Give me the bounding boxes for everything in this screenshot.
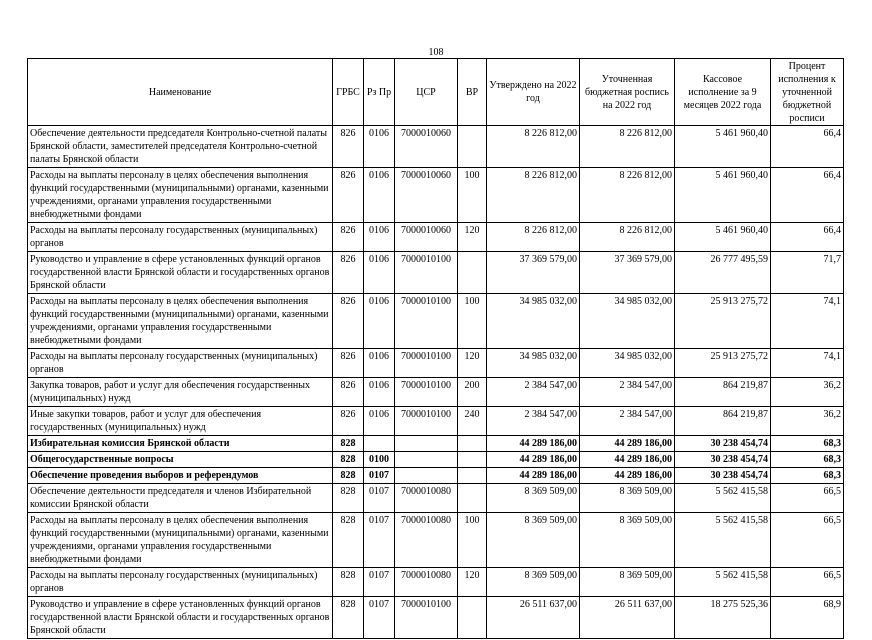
cell-refined: 8 369 509,00 <box>580 513 675 568</box>
cell-name: Обеспечение деятельности председателя и членов Избирательной комиссии Брянской области <box>28 484 333 513</box>
cell-name: Руководство и управление в сфере установленных функций органов государственной власти Брянской области и государственных органов Брянской области <box>28 597 333 639</box>
cell-refined: 34 985 032,00 <box>580 349 675 378</box>
cell-cash: 26 777 495,59 <box>675 252 771 294</box>
cell-refined: 8 226 812,00 <box>580 126 675 168</box>
cell-approved: 8 226 812,00 <box>487 126 580 168</box>
table-body <box>28 126 844 639</box>
cell-percent: 66,4 <box>771 223 844 252</box>
cell-refined: 44 289 186,00 <box>580 468 675 484</box>
cell-percent: 74,1 <box>771 294 844 349</box>
header-cash: Кассовое исполнение за 9 месяцев 2022 года <box>675 59 771 126</box>
cell-name: Расходы на выплаты персоналу государственных (муниципальных) органов <box>28 223 333 252</box>
cell-cash: 5 562 415,58 <box>675 484 771 513</box>
cell-approved: 8 226 812,00 <box>487 223 580 252</box>
cell-vr: 200 <box>458 378 487 407</box>
cell-grbs: 826 <box>333 349 364 378</box>
cell-rzpr: 0106 <box>364 349 395 378</box>
cell-vr: 120 <box>458 568 487 597</box>
cell-name: Расходы на выплаты персоналу в целях обеспечения выполнения функций государственными (муниципальными) органами, казенными учреждениями, органами управления государственными внебюджетными фондами <box>28 168 333 223</box>
cell-approved: 44 289 186,00 <box>487 468 580 484</box>
cell-vr <box>458 597 487 639</box>
cell-rzpr: 0106 <box>364 407 395 436</box>
cell-percent: 71,7 <box>771 252 844 294</box>
cell-cash: 25 913 275,72 <box>675 349 771 378</box>
cell-rzpr: 0107 <box>364 568 395 597</box>
cell-approved: 44 289 186,00 <box>487 452 580 468</box>
cell-percent: 68,3 <box>771 452 844 468</box>
cell-refined: 44 289 186,00 <box>580 452 675 468</box>
header-row <box>28 59 844 126</box>
cell-rzpr: 0106 <box>364 126 395 168</box>
cell-cash: 5 461 960,40 <box>675 223 771 252</box>
cell-csr: 7000010060 <box>395 168 458 223</box>
cell-approved: 26 511 637,00 <box>487 597 580 639</box>
cell-name: Расходы на выплаты персоналу в целях обеспечения выполнения функций государственными (муниципальными) органами, казенными учреждениями, органами управления государственными внебюджетными фондами <box>28 294 333 349</box>
cell-name: Избирательная комиссия Брянской области <box>28 436 333 452</box>
cell-rzpr: 0106 <box>364 168 395 223</box>
cell-percent: 66,5 <box>771 513 844 568</box>
cell-approved: 34 985 032,00 <box>487 349 580 378</box>
cell-percent: 68,9 <box>771 597 844 639</box>
cell-csr: 7000010100 <box>395 407 458 436</box>
cell-csr: 7000010100 <box>395 294 458 349</box>
cell-rzpr: 0106 <box>364 378 395 407</box>
cell-name: Общегосударственные вопросы <box>28 452 333 468</box>
cell-rzpr: 0107 <box>364 468 395 484</box>
cell-csr: 7000010100 <box>395 378 458 407</box>
cell-grbs: 826 <box>333 378 364 407</box>
cell-grbs: 828 <box>333 468 364 484</box>
cell-name: Иные закупки товаров, работ и услуг для обеспечения государственных (муниципальных) нужд <box>28 407 333 436</box>
cell-grbs: 826 <box>333 252 364 294</box>
cell-vr: 120 <box>458 223 487 252</box>
cell-approved: 2 384 547,00 <box>487 407 580 436</box>
cell-approved: 34 985 032,00 <box>487 294 580 349</box>
cell-cash: 5 461 960,40 <box>675 168 771 223</box>
table-row <box>28 378 844 407</box>
header-grbs: ГРБС <box>333 59 364 126</box>
cell-name: Расходы на выплаты персоналу государственных (муниципальных) органов <box>28 349 333 378</box>
cell-name: Закупка товаров, работ и услуг для обеспечения государственных (муниципальных) нужд <box>28 378 333 407</box>
cell-csr <box>395 436 458 452</box>
table-row <box>28 597 844 639</box>
cell-csr: 7000010060 <box>395 126 458 168</box>
table-row <box>28 468 844 484</box>
cell-cash: 30 238 454,74 <box>675 436 771 452</box>
header-approved: Утверждено на 2022 год <box>487 59 580 126</box>
cell-percent: 68,3 <box>771 436 844 452</box>
cell-csr: 7000010100 <box>395 349 458 378</box>
cell-name: Руководство и управление в сфере установленных функций органов государственной власти Брянской области и государственных органов Брянской области <box>28 252 333 294</box>
cell-grbs: 828 <box>333 597 364 639</box>
cell-refined: 26 511 637,00 <box>580 597 675 639</box>
table-row <box>28 568 844 597</box>
cell-rzpr: 0106 <box>364 252 395 294</box>
table-row <box>28 436 844 452</box>
header-name: Наименование <box>28 59 333 126</box>
cell-approved: 8 369 509,00 <box>487 484 580 513</box>
cell-cash: 30 238 454,74 <box>675 468 771 484</box>
cell-grbs: 826 <box>333 407 364 436</box>
cell-grbs: 828 <box>333 452 364 468</box>
header-rzpr: Рз Пр <box>364 59 395 126</box>
cell-grbs: 828 <box>333 513 364 568</box>
cell-csr: 7000010080 <box>395 568 458 597</box>
cell-rzpr: 0107 <box>364 597 395 639</box>
cell-name: Расходы на выплаты персоналу в целях обеспечения выполнения функций государственными (муниципальными) органами, казенными учреждениями, органами управления государственными внебюджетными фондами <box>28 513 333 568</box>
cell-percent: 66,4 <box>771 168 844 223</box>
cell-refined: 2 384 547,00 <box>580 407 675 436</box>
cell-grbs: 826 <box>333 223 364 252</box>
cell-csr <box>395 468 458 484</box>
cell-csr: 7000010080 <box>395 513 458 568</box>
cell-approved: 8 369 509,00 <box>487 568 580 597</box>
cell-vr <box>458 452 487 468</box>
cell-vr: 100 <box>458 168 487 223</box>
cell-csr: 7000010100 <box>395 597 458 639</box>
cell-refined: 8 369 509,00 <box>580 568 675 597</box>
cell-name: Обеспечение проведения выборов и референдумов <box>28 468 333 484</box>
table-row <box>28 252 844 294</box>
cell-percent: 74,1 <box>771 349 844 378</box>
cell-grbs: 828 <box>333 436 364 452</box>
cell-cash: 5 461 960,40 <box>675 126 771 168</box>
table-row <box>28 484 844 513</box>
cell-vr: 240 <box>458 407 487 436</box>
cell-name: Обеспечение деятельности председателя Контрольно-счетной палаты Брянской области, заместителей председателя Контрольно-счетной палаты Брянской области <box>28 126 333 168</box>
cell-refined: 37 369 579,00 <box>580 252 675 294</box>
table-row <box>28 407 844 436</box>
cell-rzpr: 0106 <box>364 223 395 252</box>
table-row <box>28 168 844 223</box>
cell-vr <box>458 484 487 513</box>
cell-percent: 36,2 <box>771 407 844 436</box>
cell-percent: 66,5 <box>771 484 844 513</box>
cell-rzpr: 0107 <box>364 513 395 568</box>
table-row <box>28 223 844 252</box>
cell-approved: 44 289 186,00 <box>487 436 580 452</box>
cell-percent: 36,2 <box>771 378 844 407</box>
page-number: 108 <box>428 47 444 58</box>
header-csr: ЦСР <box>395 59 458 126</box>
cell-vr: 120 <box>458 349 487 378</box>
cell-refined: 44 289 186,00 <box>580 436 675 452</box>
cell-refined: 8 226 812,00 <box>580 168 675 223</box>
cell-csr: 7000010060 <box>395 223 458 252</box>
cell-vr <box>458 468 487 484</box>
cell-csr: 7000010100 <box>395 252 458 294</box>
cell-vr: 100 <box>458 294 487 349</box>
table-row <box>28 452 844 468</box>
cell-percent: 66,5 <box>771 568 844 597</box>
cell-percent: 66,4 <box>771 126 844 168</box>
table-row <box>28 349 844 378</box>
cell-cash: 25 913 275,72 <box>675 294 771 349</box>
cell-cash: 864 219,87 <box>675 378 771 407</box>
cell-csr <box>395 452 458 468</box>
cell-vr <box>458 436 487 452</box>
cell-name: Расходы на выплаты персоналу государственных (муниципальных) органов <box>28 568 333 597</box>
cell-vr <box>458 126 487 168</box>
header-refined: Уточненная бюджетная роспись на 2022 год <box>580 59 675 126</box>
table-row <box>28 126 844 168</box>
cell-vr: 100 <box>458 513 487 568</box>
cell-percent: 68,3 <box>771 468 844 484</box>
header-vr: ВР <box>458 59 487 126</box>
cell-csr: 7000010080 <box>395 484 458 513</box>
cell-approved: 37 369 579,00 <box>487 252 580 294</box>
cell-grbs: 828 <box>333 484 364 513</box>
cell-cash: 5 562 415,58 <box>675 568 771 597</box>
cell-refined: 34 985 032,00 <box>580 294 675 349</box>
cell-rzpr: 0107 <box>364 484 395 513</box>
cell-grbs: 826 <box>333 126 364 168</box>
table-row <box>28 294 844 349</box>
cell-approved: 8 226 812,00 <box>487 168 580 223</box>
cell-refined: 8 226 812,00 <box>580 223 675 252</box>
cell-vr <box>458 252 487 294</box>
cell-refined: 2 384 547,00 <box>580 378 675 407</box>
table-row <box>28 513 844 568</box>
cell-grbs: 826 <box>333 168 364 223</box>
cell-cash: 30 238 454,74 <box>675 452 771 468</box>
cell-grbs: 826 <box>333 294 364 349</box>
cell-approved: 2 384 547,00 <box>487 378 580 407</box>
cell-approved: 8 369 509,00 <box>487 513 580 568</box>
budget-table <box>27 58 844 639</box>
cell-rzpr: 0100 <box>364 452 395 468</box>
cell-cash: 864 219,87 <box>675 407 771 436</box>
cell-rzpr: 0106 <box>364 294 395 349</box>
cell-grbs: 828 <box>333 568 364 597</box>
header-percent: Процент исполнения к уточненной бюджетной росписи <box>771 59 844 126</box>
cell-cash: 18 275 525,36 <box>675 597 771 639</box>
cell-cash: 5 562 415,58 <box>675 513 771 568</box>
cell-rzpr <box>364 436 395 452</box>
cell-refined: 8 369 509,00 <box>580 484 675 513</box>
